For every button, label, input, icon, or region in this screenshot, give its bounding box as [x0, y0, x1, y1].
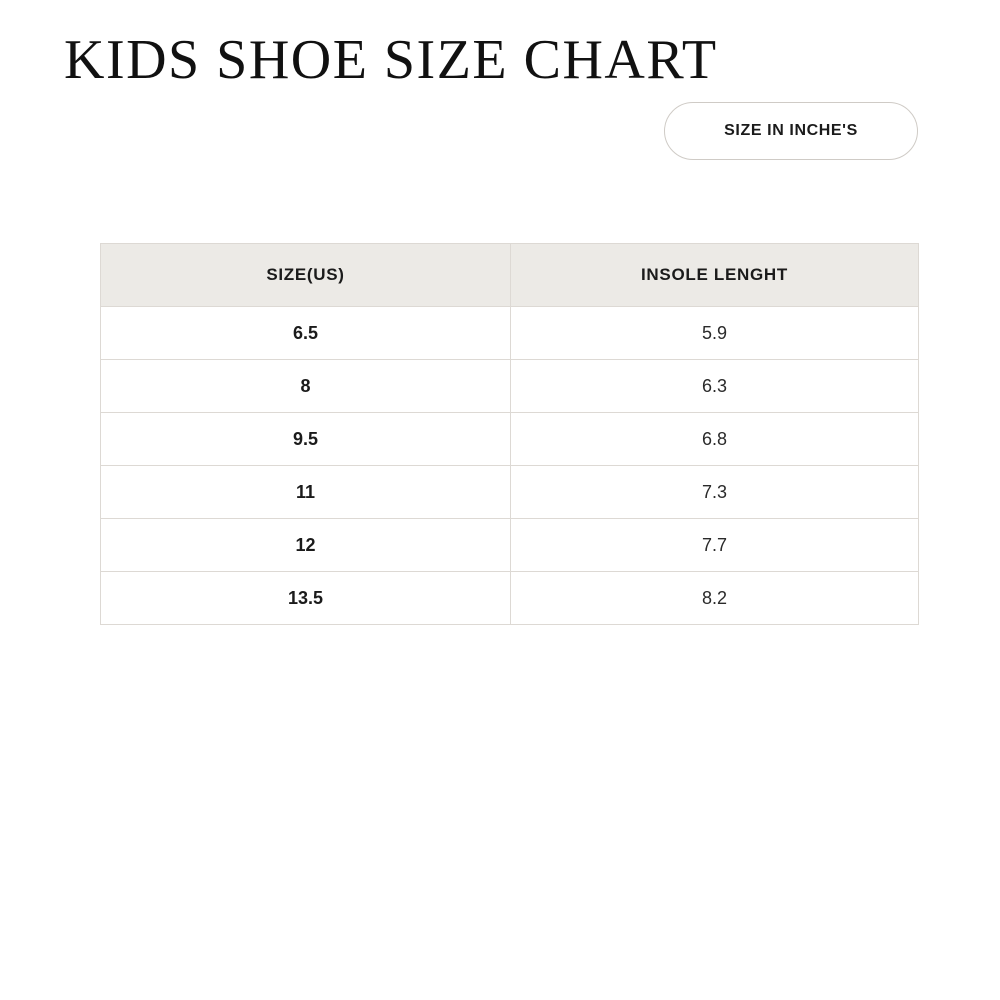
table-row — [101, 307, 919, 360]
table-row — [101, 466, 919, 519]
cell-insole-length: 6.3 — [511, 360, 919, 413]
cell-insole-length: 7.7 — [511, 519, 919, 572]
size-table — [100, 243, 919, 625]
table-row — [101, 519, 919, 572]
table-row — [101, 360, 919, 413]
unit-badge — [664, 102, 918, 160]
column-header-size-us: SIZE(US) — [101, 244, 511, 307]
size-table-container — [100, 243, 918, 625]
table-body — [101, 307, 919, 625]
page-title: KIDS SHOE SIZE CHART — [64, 29, 718, 91]
column-header-insole-length: INSOLE LENGHT — [511, 244, 919, 307]
cell-insole-length: 6.8 — [511, 413, 919, 466]
cell-size-us: 11 — [101, 466, 511, 519]
cell-size-us: 8 — [101, 360, 511, 413]
cell-insole-length: 5.9 — [511, 307, 919, 360]
cell-insole-length: 8.2 — [511, 572, 919, 625]
cell-size-us: 13.5 — [101, 572, 511, 625]
cell-insole-length: 7.3 — [511, 466, 919, 519]
cell-size-us: 9.5 — [101, 413, 511, 466]
cell-size-us: 6.5 — [101, 307, 511, 360]
table-header-row — [101, 244, 919, 307]
cell-size-us: 12 — [101, 519, 511, 572]
table-header — [101, 244, 919, 307]
unit-badge-label: SIZE IN INCHE'S — [724, 122, 858, 139]
table-row — [101, 572, 919, 625]
table-row — [101, 413, 919, 466]
